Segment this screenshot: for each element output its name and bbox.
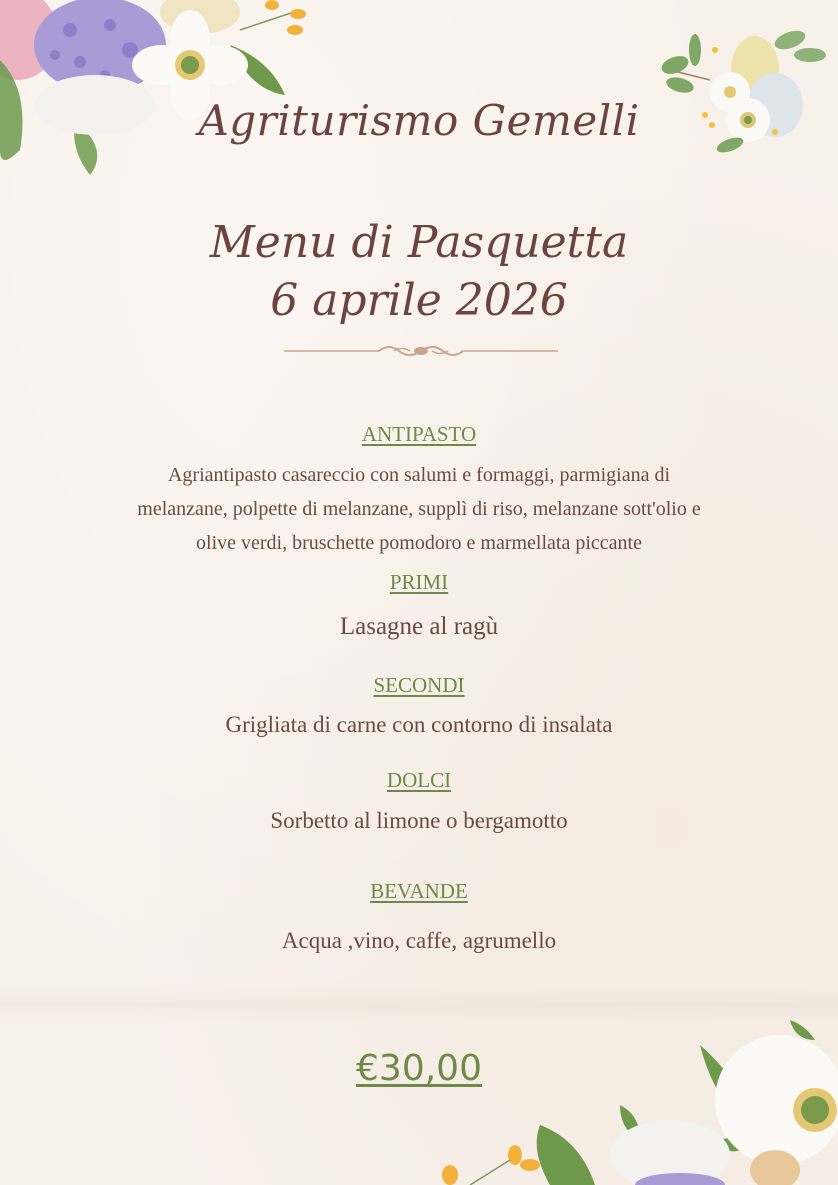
- antipasto-line: Agriantipasto casareccio con salumi e formaggi, parmigiana di: [167, 464, 671, 486]
- section-body-dolci: Sorbetto al limone o bergamotto: [270, 808, 568, 833]
- easter-eggs-flowers-icon: [0, 0, 320, 180]
- ornamental-divider-icon: [284, 343, 558, 359]
- section-heading-secondi: SECONDI: [373, 673, 465, 697]
- section-heading-bevande: BEVANDE: [370, 879, 468, 903]
- section-heading-antipasto: ANTIPASTO: [361, 422, 477, 446]
- section-heading-dolci: DOLCI: [386, 768, 452, 792]
- antipasto-line: melanzane, polpette di melanzane, supplì di riso, melanzane sott'olio e: [137, 498, 701, 520]
- restaurant-name: Agriturismo Gemelli: [198, 96, 640, 145]
- section-body-secondi: Grigliata di carne con contorno di insalata: [225, 712, 613, 737]
- section-body-bevande: Acqua ,vino, caffe, agrumello: [281, 928, 557, 953]
- menu-title-block: [0, 214, 838, 330]
- menu-price: €30,00: [356, 1048, 482, 1089]
- section-heading-primi: PRIMI: [389, 570, 449, 594]
- flowers-eggs-bottom-icon: [430, 1010, 838, 1185]
- section-body-antipasto: [70, 458, 768, 560]
- menu-date: 6 aprile 2026: [270, 275, 568, 326]
- menu-title: Menu di Pasquetta: [209, 217, 629, 268]
- section-body-primi: Lasagne al ragù: [339, 613, 499, 640]
- antipasto-line: olive verdi, bruschette pomodoro e marmellata piccante: [196, 532, 642, 554]
